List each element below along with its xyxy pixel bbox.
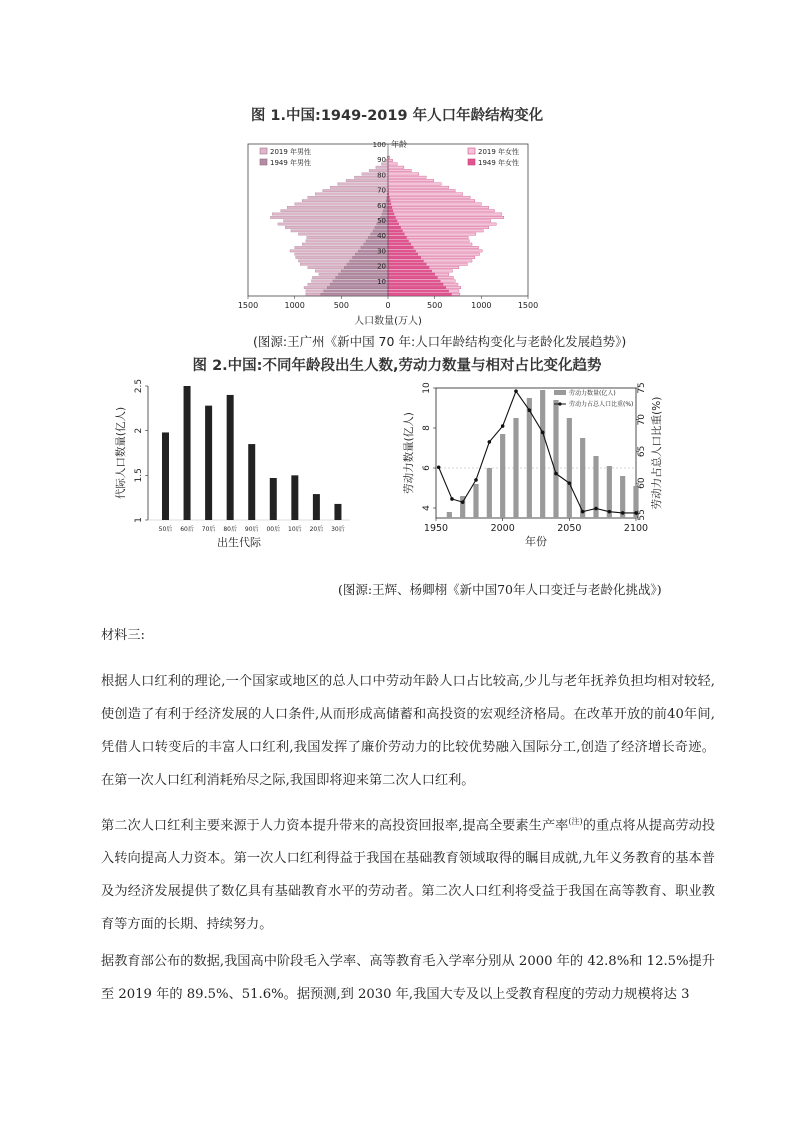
bar-2019-male	[346, 179, 388, 181]
x-tick-label: 0	[385, 301, 391, 310]
y2-tick-label: 70	[637, 413, 647, 426]
age-tick-label: 60	[377, 201, 386, 210]
age-tick-label: 80	[377, 171, 386, 180]
material-heading: 材料三:	[101, 628, 146, 643]
bar-1949-female	[388, 273, 435, 275]
population-pyramid-chart	[232, 136, 548, 330]
bar-2019-female	[388, 216, 504, 218]
labor-bar	[540, 390, 545, 518]
bar-2019-female	[388, 166, 404, 168]
paragraph-2-text-b: 的重点将从提高劳动投入转向提高人力资本。第一次人口红利得益于我国在基础教育领域取得的瞩目成就,九年义务教育的基本普及为经济发展提供了数亿具有基础教育水平的劳动者。第二次人口红利将受益于我国在高等教育、职业教育等方面的长期、持续努力。	[101, 818, 716, 933]
bar-2019-male	[285, 226, 388, 228]
bar-1949-female	[388, 266, 429, 268]
figure2-title: 图 2.中国:不同年龄段出生人数,劳动力数量与相对占比变化趋势	[192, 358, 602, 374]
bar-1949-female	[388, 236, 406, 238]
x-tick-label: 1000	[284, 301, 305, 310]
bar-1949-female	[388, 213, 394, 215]
share-point	[594, 507, 598, 511]
share-point	[568, 481, 572, 485]
bar-1949-female	[388, 240, 409, 242]
category-label: 80后	[223, 526, 237, 533]
y-axis-label: 劳动力数量(亿人)	[403, 412, 415, 494]
bar-1949-female	[388, 253, 418, 255]
y-tick-label: 10	[422, 382, 432, 394]
bar-1949-female	[388, 293, 451, 295]
x-tick-label: 2000	[490, 523, 515, 534]
y-tick-label: 6	[422, 465, 432, 471]
bar-2019-male	[302, 199, 388, 201]
bar-1949-male	[375, 226, 388, 228]
bar-2019-male	[270, 216, 388, 218]
labor-bar	[527, 398, 532, 518]
legend-swatch	[468, 159, 475, 165]
bar-2019-female	[388, 163, 397, 165]
category-label: 90后	[244, 526, 259, 533]
share-point	[501, 424, 505, 428]
bar-2019-male	[281, 210, 388, 212]
age-tick-label: 100	[372, 141, 386, 149]
age-tick-label: 10	[377, 277, 386, 286]
bar-1949-female	[388, 199, 390, 201]
generation-bar	[313, 494, 320, 520]
bar-2019-female	[388, 189, 455, 191]
labor-bar	[447, 512, 452, 518]
labor-bar	[580, 438, 585, 518]
generation-bar	[227, 395, 234, 520]
age-tick-label: 90	[377, 156, 386, 165]
bar-1949-female	[388, 206, 392, 208]
age-tick-label: 40	[377, 232, 386, 241]
legend-label: 劳动力占总人口比重(%)	[569, 401, 634, 408]
bar-1949-female	[388, 226, 401, 228]
age-tick-label: 20	[377, 262, 386, 271]
labor-bar	[567, 418, 572, 518]
labor-bar	[513, 418, 518, 518]
figure2-source: (图源:王辉、杨卿栩《新中国70年人口变迁与老龄化挑战》)	[338, 582, 662, 597]
y-axis-label: 代际人口数量(亿人)	[115, 406, 127, 500]
age-axis-label: 年龄	[391, 140, 407, 149]
bar-1949-female	[388, 286, 446, 288]
y2-axis-label: 劳动力占总人口比重(%)	[651, 396, 663, 510]
paragraph-2-text-a: 第二次人口红利主要来源于人力资本提升带来的高投资回报率,提高全要素生产率	[101, 818, 569, 834]
x-tick-label: 500	[333, 301, 349, 310]
x-tick-label: 2050	[557, 523, 582, 534]
y-tick-label: 2.5	[134, 378, 144, 394]
x-tick-label: 1000	[471, 301, 492, 310]
category-label: 70后	[201, 526, 216, 533]
age-tick-label: 50	[377, 217, 386, 225]
x-axis-label: 出生代际	[217, 536, 261, 549]
bar-2019-female	[388, 196, 470, 198]
labor-bar	[473, 484, 478, 518]
generation-bar	[162, 432, 169, 520]
bar-1949-male	[327, 286, 388, 288]
bar-2019-female	[388, 206, 489, 208]
bar-2019-female	[388, 159, 393, 161]
y-tick-label: 2	[134, 427, 144, 434]
legend-swatch	[468, 148, 475, 154]
material-paragraph-3	[101, 945, 715, 1011]
bar-1949-female	[388, 256, 421, 258]
legend-label: 2019 年女性	[478, 148, 520, 156]
labor-force-chart	[398, 380, 678, 552]
bar-1949-male	[382, 213, 388, 215]
bar-1949-female	[388, 220, 397, 222]
share-point	[514, 389, 518, 393]
y-tick-label: 8	[422, 425, 432, 431]
age-tick-label: 30	[377, 247, 386, 256]
figure1-title: 图 1.中国:1949-2019 年人口年龄结构变化	[250, 108, 544, 124]
share-point	[488, 440, 492, 444]
bar-2019-female	[388, 220, 491, 222]
labor-bar	[487, 468, 492, 518]
y2-tick-label: 75	[637, 382, 647, 394]
bar-2019-female	[388, 193, 463, 195]
y2-tick-label: 55	[637, 509, 647, 521]
age-tick-label: 70	[377, 186, 386, 195]
bar-1949-female	[388, 250, 416, 252]
bar-1949-female	[388, 246, 413, 248]
legend-label: 劳动力数量(亿人)	[569, 390, 616, 397]
bar-1949-male	[353, 256, 388, 258]
bar-2019-female	[388, 210, 494, 212]
generation-bar	[334, 504, 341, 520]
legend-label: 1949 年女性	[478, 159, 520, 167]
bar-1949-female	[388, 216, 395, 218]
legend-swatch	[260, 159, 267, 165]
bar-2019-female	[388, 223, 496, 225]
bar-2019-female	[388, 169, 411, 171]
bar-2019-female	[388, 213, 502, 215]
y-tick-label: 4	[422, 505, 432, 511]
category-label: 30后	[331, 526, 345, 533]
bar-1949-female	[388, 263, 426, 265]
bar-1949-female	[388, 210, 393, 212]
bar-1949-female	[388, 283, 443, 285]
bar-2019-male	[283, 220, 388, 222]
bar-2019-male	[376, 166, 388, 168]
x-tick-label: 2100	[623, 523, 649, 534]
labor-bar	[500, 434, 505, 518]
footnote-marker: (注)	[568, 817, 583, 826]
category-label: 60后	[180, 526, 194, 533]
legend-swatch	[260, 148, 267, 154]
y-tick-label: 1	[134, 517, 144, 523]
bar-1949-male	[321, 293, 388, 295]
bar-1949-female	[388, 223, 399, 225]
bar-2019-male	[272, 213, 388, 215]
x-axis-label: 年份	[525, 535, 547, 548]
y-tick-label: 1.5	[134, 468, 144, 483]
legend-swatch-bar	[554, 390, 566, 395]
share-line	[439, 391, 636, 513]
legend-label: 1949 年男性	[270, 159, 312, 167]
bar-2019-female	[388, 179, 434, 181]
share-point	[474, 478, 478, 482]
generation-bar	[205, 406, 212, 520]
bar-2019-male	[308, 196, 388, 198]
bar-2019-female	[388, 226, 489, 228]
bar-2019-female	[388, 176, 426, 178]
generation-bar	[270, 478, 277, 520]
bar-1949-male	[339, 273, 388, 275]
bar-2019-female	[388, 186, 449, 188]
share-point	[554, 472, 558, 476]
bar-1949-male	[383, 210, 388, 212]
category-label: 50后	[158, 526, 173, 533]
generation-bar	[291, 475, 298, 520]
category-label: 20后	[309, 526, 324, 533]
share-point	[528, 408, 532, 412]
x-tick-label: 500	[427, 301, 443, 310]
generation-bar	[184, 386, 191, 520]
bar-1949-male	[324, 290, 388, 292]
share-point	[608, 510, 612, 514]
share-point	[541, 431, 545, 435]
bar-2019-female	[388, 173, 419, 175]
paragraph-3-text: 据教育部公布的数据,我国高中阶段毛入学率、高等教育毛入学率分别从 2000 年的 42.8%和 12.5%提升至 2019 年的 89.5%、51.6%。据预测,到 2030 年,我国大专及以上受教育程度的劳动力规模将达 3	[101, 954, 715, 1002]
bar-2019-male	[287, 206, 388, 208]
y2-tick-label: 60	[637, 477, 647, 489]
material-paragraph-1	[101, 665, 715, 797]
category-label: 10后	[288, 526, 302, 533]
legend-swatch-point	[558, 402, 561, 405]
bar-1949-female	[388, 260, 423, 262]
material-paragraph-2	[101, 805, 715, 941]
bar-1949-female	[388, 243, 411, 245]
category-label: 00后	[266, 526, 281, 533]
bar-2019-female	[388, 183, 441, 185]
bar-1949-male	[364, 243, 388, 245]
bar-1949-female	[388, 230, 402, 232]
bar-2019-male	[278, 223, 388, 225]
y2-tick-label: 65	[637, 445, 647, 458]
share-point	[581, 510, 585, 514]
bar-1949-female	[388, 270, 432, 272]
share-point	[437, 465, 441, 469]
x-tick-label: 1500	[517, 301, 539, 310]
share-point	[461, 500, 465, 504]
x-tick-label: 1500	[237, 301, 259, 310]
x-tick-label: 1950	[423, 523, 449, 534]
paragraph-1-text: 根据人口红利的理论,一个国家或地区的总人口中劳动年龄人口占比较高,少儿与老年抚养负担均相对较轻,使创造了有利于经济发展的人口条件,从而形成高储蓄和高投资的宏观经济格局。在改革开放的前40年间,凭借人口转变后的丰富人口红利,我国发挥了廉价劳动力的比较优势融入国际分工,创造了经济增长奇迹。在第一次人口红利消耗殆尽之际,我国即将迎来第二次人口红利。	[101, 674, 715, 788]
generation-births-chart	[110, 378, 360, 550]
bar-2019-male	[295, 203, 388, 205]
x-axis-label: 人口数量(万人)	[354, 316, 422, 327]
bar-1949-female	[388, 276, 437, 278]
bar-1949-female	[388, 233, 404, 235]
legend-label: 2019 年男性	[270, 148, 312, 156]
share-point	[621, 511, 625, 515]
generation-bar	[248, 444, 255, 520]
figure1-source: (图源:王广州《新中国 70 年:人口年龄结构变化与老龄化发展趋势》)	[253, 334, 627, 349]
labor-bar	[553, 400, 558, 518]
share-point	[450, 497, 454, 501]
bar-2019-female	[388, 199, 475, 201]
bar-2019-female	[388, 203, 481, 205]
bar-2019-male	[338, 183, 388, 185]
bar-1949-female	[388, 290, 449, 292]
bar-1949-female	[388, 203, 391, 205]
bar-1949-female	[388, 280, 440, 282]
